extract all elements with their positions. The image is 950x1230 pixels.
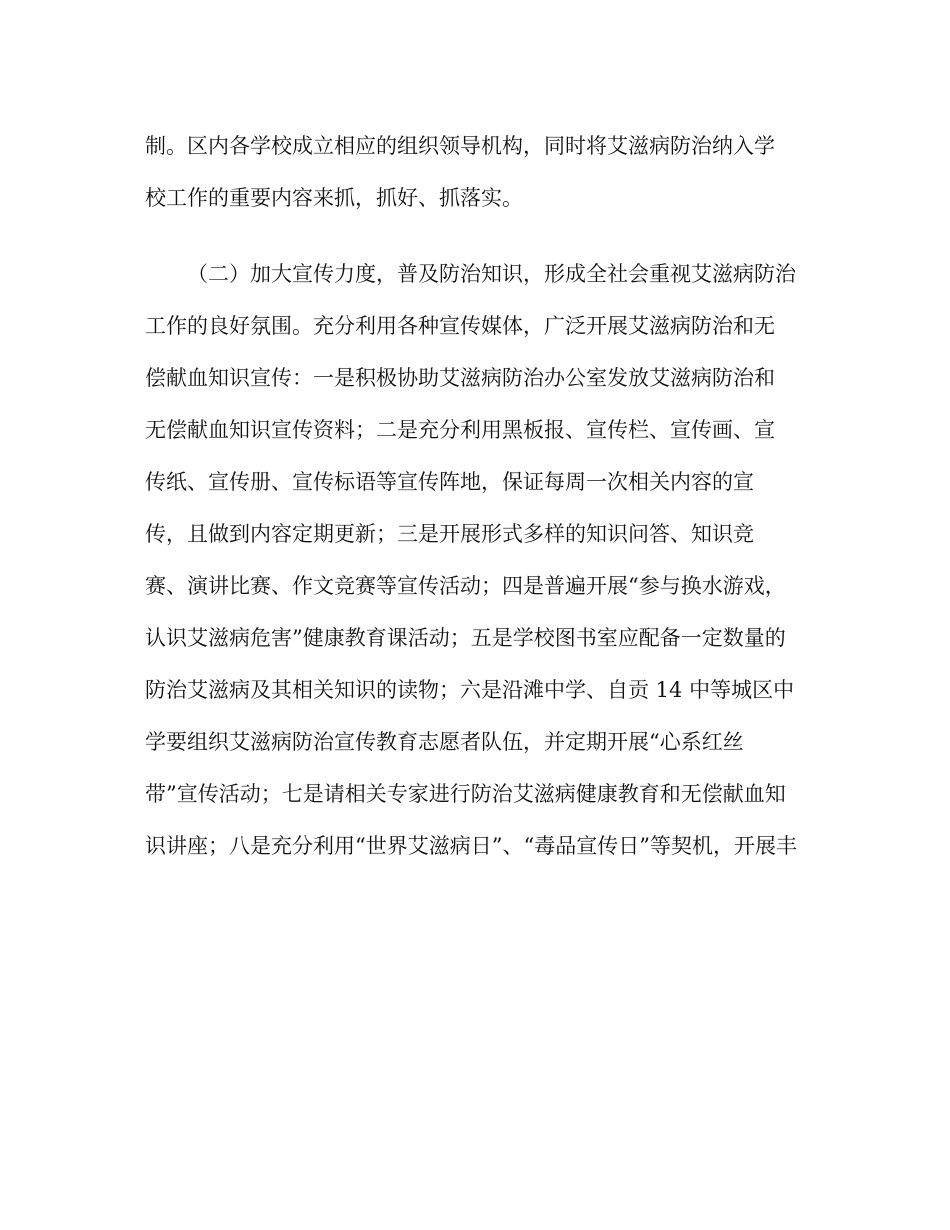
text-line: 校工作的重要内容来抓，抓好、抓落实。 bbox=[145, 186, 523, 210]
text-lines bbox=[145, 120, 810, 872]
text-line: 防治艾滋病及其相关知识的读物；六是沿滩中学、自贡 14 中等城区中 bbox=[145, 678, 795, 702]
paragraph-start-line: （二）加大宣传力度，普及防治知识，形成全社会重视艾滋病防治 bbox=[187, 262, 796, 286]
text-line: 传纸、宣传册、宣传标语等宣传阵地，保证每周一次相关内容的宣 bbox=[145, 470, 754, 494]
text-line: 赛、演讲比赛、作文竞赛等宣传活动；四是普遍开展“参与换水游戏， bbox=[145, 574, 786, 598]
body-text bbox=[145, 120, 810, 872]
text-line: 学要组织艾滋病防治宣传教育志愿者队伍，并定期开展“心系红丝 bbox=[145, 730, 744, 754]
text-line: 带”宣传活动；七是请相关专家进行防治艾滋病健康教育和无偿献血知 bbox=[145, 782, 786, 806]
text-line: 认识艾滋病危害”健康教育课活动；五是学校图书室应配备一定数量的 bbox=[145, 626, 786, 650]
text-line: 无偿献血知识宣传资料；二是充分利用黑板报、宣传栏、宣传画、宣 bbox=[145, 418, 775, 442]
text-line: 识讲座；八是充分利用“世界艾滋病日”、“毒品宣传日”等契机，开展丰 bbox=[145, 834, 797, 858]
text-line: 制。区内各学校成立相应的组织领导机构，同时将艾滋病防治纳入学 bbox=[145, 134, 775, 158]
text-line: 工作的良好氛围。充分利用各种宣传媒体，广泛开展艾滋病防治和无 bbox=[145, 314, 775, 338]
text-line: 偿献血知识宣传：一是积极协助艾滋病防治办公室发放艾滋病防治和 bbox=[145, 366, 775, 390]
text-line: 传，且做到内容定期更新；三是开展形式多样的知识问答、知识竞 bbox=[145, 522, 754, 546]
